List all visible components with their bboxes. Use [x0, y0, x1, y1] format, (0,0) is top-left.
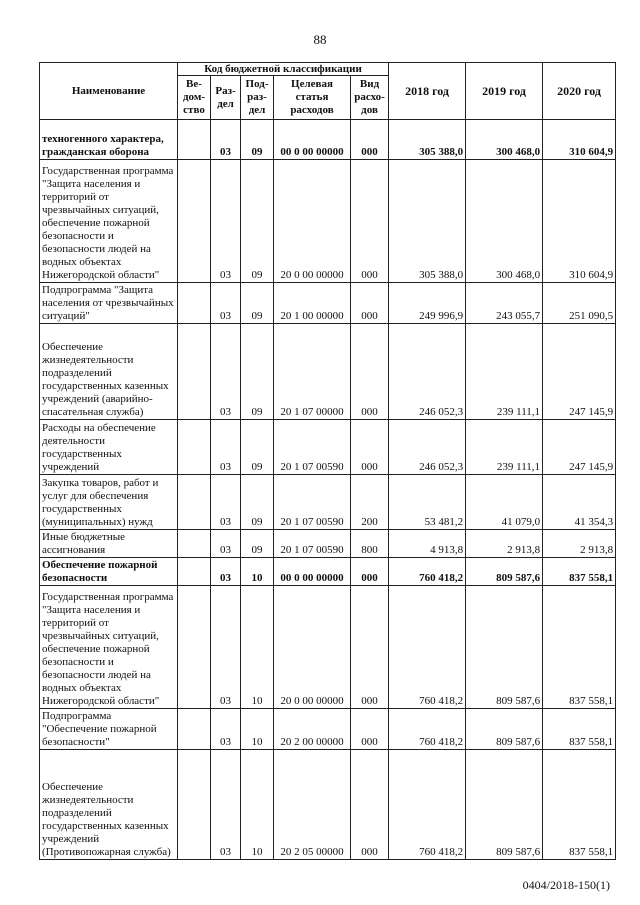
row-department — [178, 283, 211, 324]
table-row — [40, 324, 616, 420]
row-department — [178, 324, 211, 420]
row-value-2020: 310 604,9 — [543, 160, 616, 283]
row-value-2018: 249 996,9 — [389, 283, 466, 324]
row-target: 20 0 00 00000 — [274, 586, 351, 709]
row-name: Расходы на обеспечение деятельности государственных учреждений — [40, 420, 178, 475]
row-subsection: 09 — [241, 530, 274, 558]
row-target: 20 0 00 00000 — [274, 160, 351, 283]
row-subsection: 09 — [241, 160, 274, 283]
page-number: 88 — [313, 32, 327, 47]
row-subsection: 10 — [241, 709, 274, 750]
row-section: 03 — [211, 530, 241, 558]
row-expense-type: 800 — [351, 530, 389, 558]
row-value-2018: 760 418,2 — [389, 558, 466, 586]
row-value-2019: 809 587,6 — [466, 558, 543, 586]
row-expense-type: 000 — [351, 586, 389, 709]
row-subsection: 09 — [241, 420, 274, 475]
header-target: Целевая статья расходов — [274, 76, 351, 120]
row-section: 03 — [211, 420, 241, 475]
row-value-2018: 760 418,2 — [389, 586, 466, 709]
row-expense-type: 000 — [351, 120, 389, 160]
row-department — [178, 420, 211, 475]
row-section: 03 — [211, 558, 241, 586]
row-value-2020: 251 090,5 — [543, 283, 616, 324]
table-row — [40, 160, 616, 283]
row-department — [178, 160, 211, 283]
header-classification: Код бюджетной классификации — [178, 63, 389, 76]
row-name: Подпрограмма "Защита населения от чрезвычайных ситуаций" — [40, 283, 178, 324]
row-value-2019: 300 468,0 — [466, 160, 543, 283]
row-expense-type: 000 — [351, 709, 389, 750]
header-name: Наименование — [40, 63, 178, 120]
row-section: 03 — [211, 160, 241, 283]
row-department — [178, 475, 211, 530]
row-value-2019: 41 079,0 — [466, 475, 543, 530]
row-target: 20 2 00 00000 — [274, 709, 351, 750]
row-expense-type: 000 — [351, 558, 389, 586]
row-expense-type: 000 — [351, 160, 389, 283]
row-value-2019: 2 913,8 — [466, 530, 543, 558]
row-target: 20 2 05 00000 — [274, 750, 351, 860]
row-subsection: 09 — [241, 283, 274, 324]
row-value-2018: 305 388,0 — [389, 120, 466, 160]
row-target: 20 1 07 00590 — [274, 530, 351, 558]
row-value-2020: 247 145,9 — [543, 324, 616, 420]
header-year-2019: 2019 год — [466, 63, 543, 120]
row-value-2019: 809 587,6 — [466, 750, 543, 860]
row-name: техногенного характера, гражданская оборона — [40, 120, 178, 160]
row-value-2018: 4 913,8 — [389, 530, 466, 558]
row-expense-type: 000 — [351, 750, 389, 860]
row-subsection: 10 — [241, 750, 274, 860]
row-department — [178, 586, 211, 709]
row-target: 00 0 00 00000 — [274, 120, 351, 160]
row-target: 20 1 00 00000 — [274, 283, 351, 324]
row-value-2019: 239 111,1 — [466, 420, 543, 475]
table-row — [40, 750, 616, 860]
row-department — [178, 120, 211, 160]
row-value-2019: 239 111,1 — [466, 324, 543, 420]
row-subsection: 09 — [241, 475, 274, 530]
row-section: 03 — [211, 750, 241, 860]
row-value-2018: 760 418,2 — [389, 750, 466, 860]
row-target: 20 1 07 00590 — [274, 420, 351, 475]
table-body — [40, 120, 616, 860]
header-year-2020: 2020 год — [543, 63, 616, 120]
header-section: Раз- дел — [211, 76, 241, 120]
row-name: Обеспечение жизнедеятельности подразделений государственных казенных учреждений (Противопожарная служба) — [40, 750, 178, 860]
row-department — [178, 530, 211, 558]
row-section: 03 — [211, 283, 241, 324]
table-row — [40, 558, 616, 586]
table-row — [40, 586, 616, 709]
row-section: 03 — [211, 324, 241, 420]
row-value-2020: 837 558,1 — [543, 558, 616, 586]
table-row — [40, 420, 616, 475]
row-target: 00 0 00 00000 — [274, 558, 351, 586]
header-department: Ве- дом- ство — [178, 76, 211, 120]
row-value-2018: 760 418,2 — [389, 709, 466, 750]
row-section: 03 — [211, 120, 241, 160]
header-expense-type: Вид расхо- дов — [351, 76, 389, 120]
row-subsection: 10 — [241, 558, 274, 586]
table-row — [40, 530, 616, 558]
row-department — [178, 750, 211, 860]
table-row — [40, 475, 616, 530]
table-row — [40, 709, 616, 750]
row-subsection: 09 — [241, 324, 274, 420]
row-value-2019: 243 055,7 — [466, 283, 543, 324]
row-expense-type: 200 — [351, 475, 389, 530]
row-value-2018: 246 052,3 — [389, 420, 466, 475]
row-target: 20 1 07 00000 — [274, 324, 351, 420]
row-value-2019: 300 468,0 — [466, 120, 543, 160]
row-name: Государственная программа "Защита населения и территорий от чрезвычайных ситуаций, обеспечение пожарной безопасности и безопасности людей на водных объектах Нижегородской области" — [40, 160, 178, 283]
row-value-2020: 837 558,1 — [543, 586, 616, 709]
row-expense-type: 000 — [351, 324, 389, 420]
row-section: 03 — [211, 709, 241, 750]
header-year-2018: 2018 год — [389, 63, 466, 120]
row-value-2020: 247 145,9 — [543, 420, 616, 475]
row-value-2020: 837 558,1 — [543, 750, 616, 860]
row-expense-type: 000 — [351, 283, 389, 324]
row-section: 03 — [211, 586, 241, 709]
budget-table — [39, 62, 616, 860]
row-value-2020: 41 354,3 — [543, 475, 616, 530]
row-name: Подпрограмма "Обеспечение пожарной безопасности" — [40, 709, 178, 750]
document-code: 0404/2018-150(1) — [522, 878, 610, 892]
row-name: Обеспечение жизнедеятельности подразделений государственных казенных учреждений (аварийно-спасательная служба) — [40, 324, 178, 420]
row-value-2018: 305 388,0 — [389, 160, 466, 283]
row-expense-type: 000 — [351, 420, 389, 475]
row-value-2018: 246 052,3 — [389, 324, 466, 420]
row-department — [178, 558, 211, 586]
table-row — [40, 283, 616, 324]
row-value-2020: 310 604,9 — [543, 120, 616, 160]
row-value-2020: 2 913,8 — [543, 530, 616, 558]
row-name: Государственная программа "Защита населения и территорий от чрезвычайных ситуаций, обеспечение пожарной безопасности и безопасности людей на водных объектах Нижегородской области" — [40, 586, 178, 709]
row-target: 20 1 07 00590 — [274, 475, 351, 530]
row-value-2019: 809 587,6 — [466, 709, 543, 750]
row-subsection: 10 — [241, 586, 274, 709]
row-name: Закупка товаров, работ и услуг для обеспечения государственных (муниципальных) нужд — [40, 475, 178, 530]
header-subsection: Под- раз- дел — [241, 76, 274, 120]
row-value-2019: 809 587,6 — [466, 586, 543, 709]
row-department — [178, 709, 211, 750]
row-name: Обеспечение пожарной безопасности — [40, 558, 178, 586]
row-name: Иные бюджетные ассигнования — [40, 530, 178, 558]
row-section: 03 — [211, 475, 241, 530]
row-value-2018: 53 481,2 — [389, 475, 466, 530]
row-subsection: 09 — [241, 120, 274, 160]
row-value-2020: 837 558,1 — [543, 709, 616, 750]
table-row — [40, 120, 616, 160]
